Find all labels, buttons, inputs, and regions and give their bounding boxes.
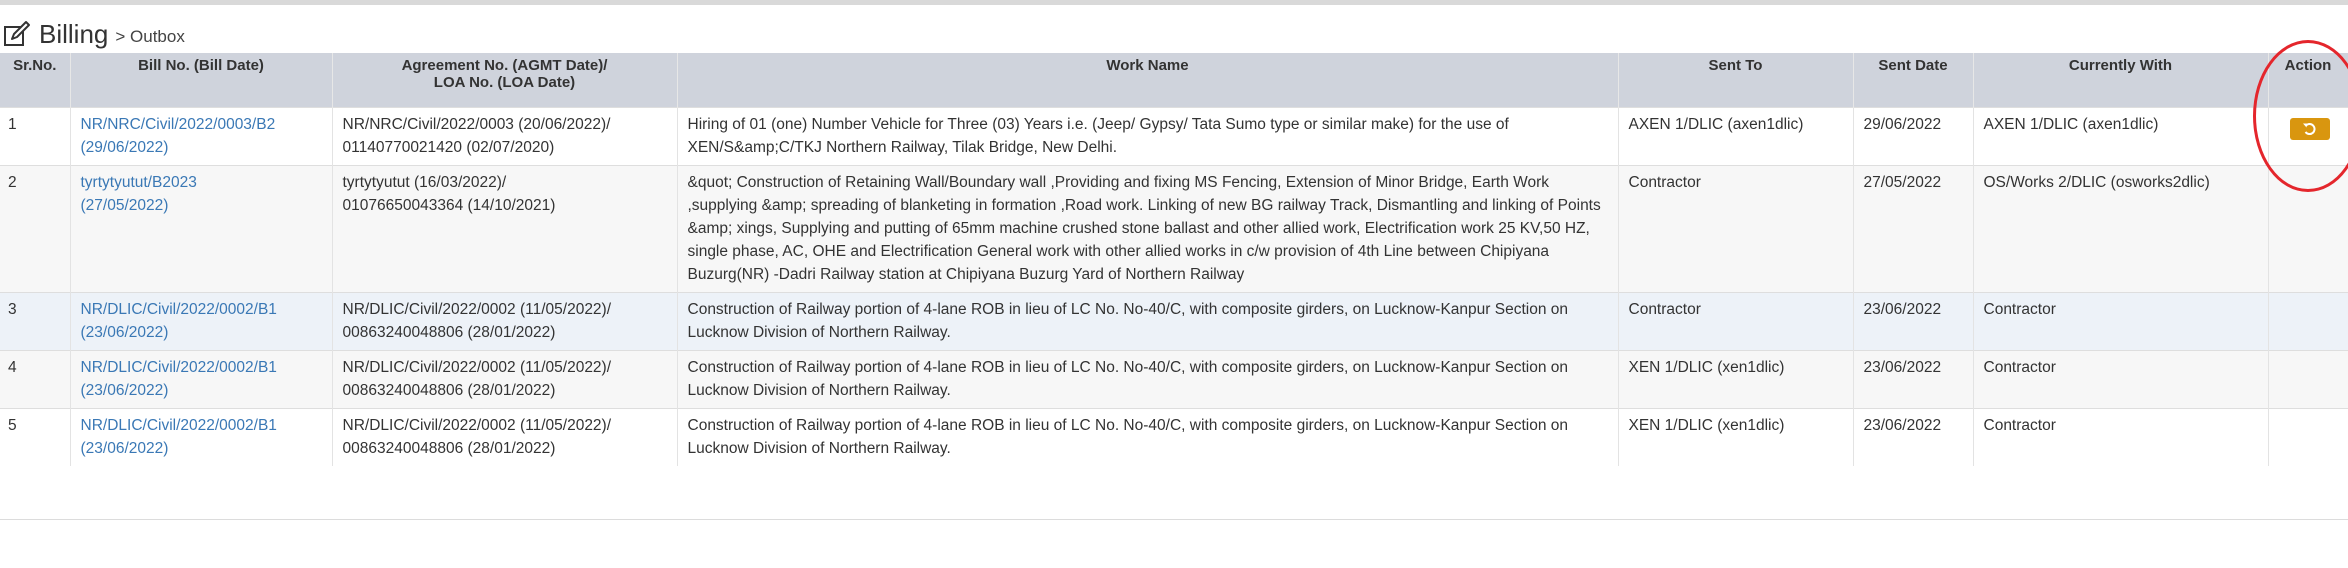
- bill-link[interactable]: [81, 301, 277, 341]
- header-agreement-line1: Agreement No. (AGMT Date)/: [401, 57, 608, 74]
- cell-agreement: [332, 351, 677, 409]
- agreement-no: NR/DLIC/Civil/2022/0002 (11/05/2022)/: [342, 417, 612, 434]
- cell-action: [2268, 409, 2348, 467]
- bill-link[interactable]: [81, 359, 277, 399]
- page-title: Billing: [39, 18, 109, 49]
- bill-link[interactable]: [81, 116, 276, 156]
- cell-bill: [70, 108, 332, 166]
- top-border: [0, 0, 2348, 5]
- cell-agreement: [332, 409, 677, 467]
- cell-work-name: &quot; Construction of Retaining Wall/Boundary wall ,Providing and fixing MS Fencing, Extension of Minor Bridge, Earth Work ,supplying &amp; spreading of blanketing in formation ,Road work. Linking of new BG railway Track, Dismantling and linking of Points &amp; xings, Supplying and putting of 65mm machine crushed stone ballast and other allied work, Electrification work 25 KV,50 HZ, single phase, AC, OHE and Electrification General work with other allied works in c/w provision of 4th Line between Chipiyana Buzurg(NR) -Dadri Railway station at Chipiyana Buzurg Yard of Northern Railway: [677, 166, 1618, 293]
- cell-bill: [70, 409, 332, 467]
- cell-agreement: [332, 166, 677, 293]
- bill-no: tyrtytyutut/B2023: [80, 174, 197, 191]
- agreement-no: NR/DLIC/Civil/2022/0002 (11/05/2022)/: [342, 359, 612, 376]
- loa-no: 01076650043364 (14/10/2021): [342, 197, 556, 214]
- cell-sent-to: XEN 1/DLIC (xen1dlic): [1618, 351, 1853, 409]
- cell-currently-with: Contractor: [1973, 409, 2268, 467]
- loa-no: 00863240048806 (28/01/2022): [342, 324, 556, 341]
- bill-no: NR/NRC/Civil/2022/0003/B2: [80, 116, 276, 133]
- agreement-no: NR/DLIC/Civil/2022/0002 (11/05/2022)/: [342, 301, 612, 318]
- cell-currently-with: Contractor: [1973, 351, 2268, 409]
- cell-action: [2268, 351, 2348, 409]
- bill-date: (27/05/2022): [80, 197, 169, 214]
- cell-sent-date: 27/05/2022: [1853, 166, 1973, 293]
- bill-link[interactable]: [81, 417, 277, 457]
- bill-date: (23/06/2022): [80, 440, 169, 457]
- header-sent-to: Sent To: [1618, 53, 1853, 108]
- header-srno: Sr.No.: [0, 53, 70, 108]
- edit-icon: [3, 19, 33, 49]
- cell-agreement: [332, 108, 677, 166]
- table-row: [0, 351, 2348, 409]
- loa-no: 00863240048806 (28/01/2022): [342, 382, 556, 399]
- header-agreement-line2: LOA No. (LOA Date): [433, 74, 576, 91]
- agreement-no: NR/NRC/Civil/2022/0003 (20/06/2022)/: [342, 116, 611, 133]
- bill-link[interactable]: [81, 174, 197, 214]
- table-row: [0, 293, 2348, 351]
- cell-sent-to: Contractor: [1618, 293, 1853, 351]
- bill-date: (23/06/2022): [80, 324, 169, 341]
- bottom-border: [0, 519, 2348, 520]
- header-work-name: Work Name: [677, 53, 1618, 108]
- cell-currently-with: AXEN 1/DLIC (axen1dlic): [1973, 108, 2268, 166]
- table-row: [0, 409, 2348, 467]
- bill-no: NR/DLIC/Civil/2022/0002/B1: [80, 359, 277, 376]
- bill-date: (23/06/2022): [80, 382, 169, 399]
- loa-no: 01140770021420 (02/07/2020): [342, 139, 555, 156]
- cell-srno: 3: [0, 293, 70, 351]
- cell-work-name: Construction of Railway portion of 4-lane ROB in lieu of LC No. No-40/C, with composite girders, on Lucknow-Kanpur Section on Lucknow Division of Northern Railway.: [677, 293, 1618, 351]
- bill-no: NR/DLIC/Civil/2022/0002/B1: [80, 417, 277, 434]
- cell-sent-to: AXEN 1/DLIC (axen1dlic): [1618, 108, 1853, 166]
- cell-sent-to: Contractor: [1618, 166, 1853, 293]
- cell-sent-date: 23/06/2022: [1853, 351, 1973, 409]
- cell-sent-date: 29/06/2022: [1853, 108, 1973, 166]
- cell-srno: 1: [0, 108, 70, 166]
- cell-sent-date: 23/06/2022: [1853, 409, 1973, 467]
- cell-srno: 4: [0, 351, 70, 409]
- header-bill: Bill No. (Bill Date): [70, 53, 332, 108]
- cell-agreement: [332, 293, 677, 351]
- cell-work-name: Hiring of 01 (one) Number Vehicle for Three (03) Years i.e. (Jeep/ Gypsy/ Tata Sumo type or similar make) for the use of XEN/S&amp;C/TKJ Northern Railway, Tilak Bridge, New Delhi.: [677, 108, 1618, 166]
- loa-no: 00863240048806 (28/01/2022): [342, 440, 556, 457]
- cell-work-name: Construction of Railway portion of 4-lane ROB in lieu of LC No. No-40/C, with composite girders, on Lucknow-Kanpur Section on Lucknow Division of Northern Railway.: [677, 351, 1618, 409]
- breadcrumb: > Outbox: [115, 26, 185, 46]
- bill-date: (29/06/2022): [80, 139, 169, 156]
- cell-sent-date: 23/06/2022: [1853, 293, 1973, 351]
- cell-action: [2268, 293, 2348, 351]
- cell-srno: 5: [0, 409, 70, 467]
- header-sent-date: Sent Date: [1853, 53, 1973, 108]
- page-header: [0, 14, 185, 54]
- cell-srno: 2: [0, 166, 70, 293]
- bill-no: NR/DLIC/Civil/2022/0002/B1: [80, 301, 277, 318]
- table-header-row: [0, 53, 2348, 108]
- cell-bill: [70, 293, 332, 351]
- cell-sent-to: XEN 1/DLIC (xen1dlic): [1618, 409, 1853, 467]
- agreement-no: tyrtytyutut (16/03/2022)/: [342, 174, 507, 191]
- cell-work-name: Construction of Railway portion of 4-lane ROB in lieu of LC No. No-40/C, with composite girders, on Lucknow-Kanpur Section on Lucknow Division of Northern Railway.: [677, 409, 1618, 467]
- cell-currently-with: Contractor: [1973, 293, 2268, 351]
- header-agreement: [332, 53, 677, 108]
- cell-bill: [70, 166, 332, 293]
- outbox-table: [0, 53, 2348, 466]
- header-action: Action: [2268, 53, 2348, 108]
- header-currently-with: Currently With: [1973, 53, 2268, 108]
- table-row: [0, 108, 2348, 166]
- cell-bill: [70, 351, 332, 409]
- table-row: [0, 166, 2348, 293]
- cell-currently-with: OS/Works 2/DLIC (osworks2dlic): [1973, 166, 2268, 293]
